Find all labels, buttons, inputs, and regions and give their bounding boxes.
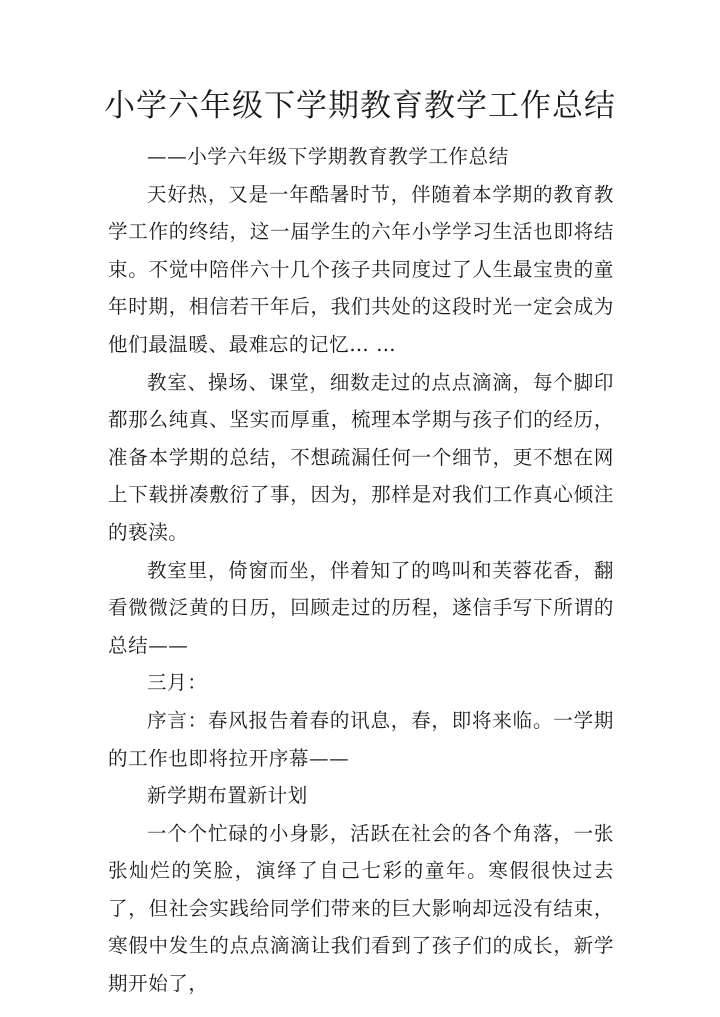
- document-title: 小学六年级下学期教育教学工作总结: [104, 88, 616, 124]
- section-heading-march: 三月：: [147, 671, 208, 695]
- body-paragraph: 天好热，又是一年酷暑时节，伴随着本学期的教育教学工作的终结，这一届学生的六年小学学习生活也即将结束。不觉中陪伴六十几个孩子共同度过了人生最宝贵的童年时期，相信若干年后，我们共处的这段时光一定会成为他们最温暖、最难忘的记忆… …: [108, 182, 614, 356]
- document-body: [108, 138, 614, 1003]
- section-heading-plan: 新学期布置新计划: [147, 784, 308, 808]
- body-paragraph: 一个个忙碌的小身影，活跃在社会的各个角落，一张张灿烂的笑脸，演绎了自己七彩的童年。寒假很快过去了，但社会实践给同学们带来的巨大影响却远没有结束，寒假中发生的点点滴滴让我们看到了孩子们的成长，新学期开始了，: [108, 821, 614, 996]
- body-paragraph: 教室、操场、课堂，细数走过的点点滴滴，每个脚印都那么纯真、坚实而厚重，梳理本学期与孩子们的经历，准备本学期的总结，不想疏漏任何一个细节，更不想在网上下载拼凑敷衍了事，因为，那样是对我们工作真心倾注的亵渎。: [108, 370, 614, 544]
- body-paragraph: 序言：春风报告着春的讯息，春，即将来临。一学期的工作也即将拉开序幕——: [108, 708, 614, 770]
- subtitle-paragraph: ——小学六年级下学期教育教学工作总结: [147, 145, 509, 168]
- body-paragraph: 教室里，倚窗而坐，伴着知了的鸣叫和芙蓉花香，翻看微微泛黄的日历，回顾走过的历程，遂信手写下所谓的总结——: [108, 558, 614, 657]
